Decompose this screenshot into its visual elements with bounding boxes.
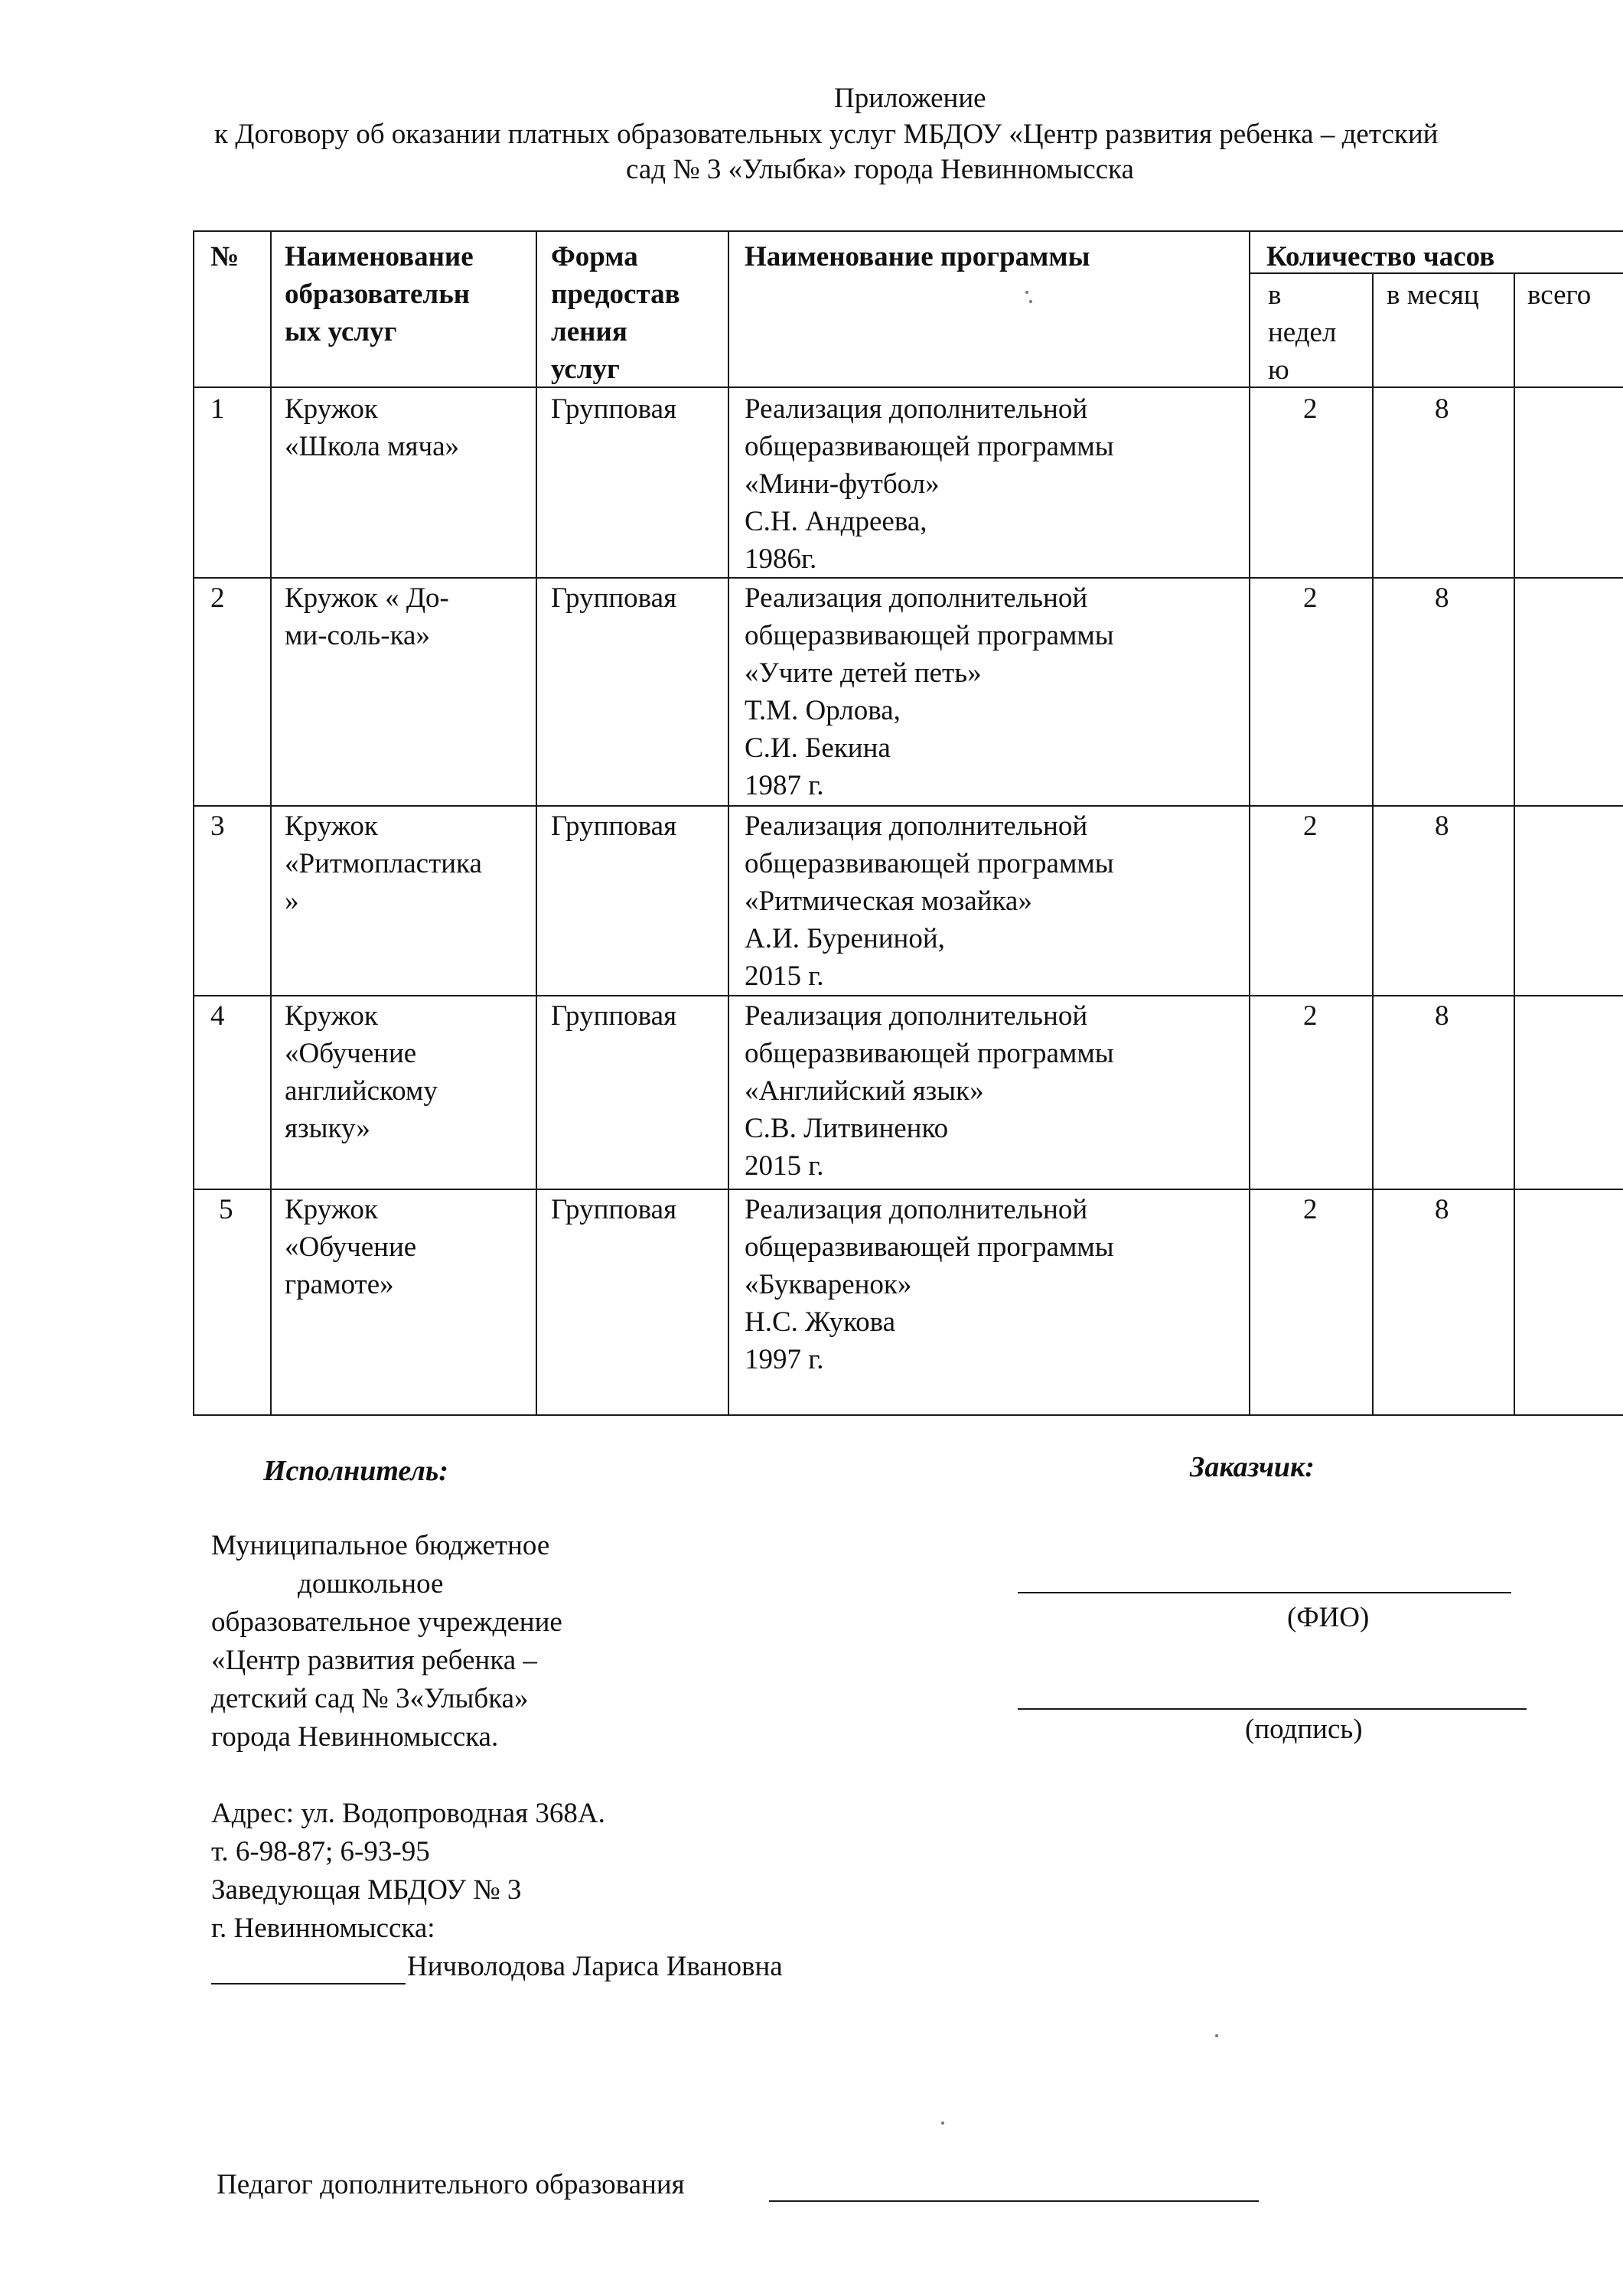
- row-service: Кружок « До- ми-соль-ка»: [285, 582, 449, 651]
- row-per-month: 8: [1435, 582, 1449, 614]
- header-number: №: [210, 241, 240, 272]
- row-service: Кружок «Обучение английскому языку»: [285, 1000, 438, 1144]
- customer-fio-line[interactable]: [1018, 1592, 1511, 1593]
- head-name: Ничволодова Лариса Ивановна: [407, 1951, 783, 1982]
- header-hours-count: Количество часов: [1266, 241, 1495, 272]
- executor-organization: Муниципальное бюджетное дошкольное образовательное учреждение «Центр развития ребенка – детский сад № 3«Улыбка» города Невинномысска.: [211, 1530, 562, 1753]
- row-number: 4: [210, 1000, 225, 1032]
- executor-label: Исполнитель:: [263, 1455, 448, 1487]
- teacher-label: Педагог дополнительного образования: [217, 2169, 685, 2200]
- header-service-name: Наименование образовательн ых услуг: [285, 241, 474, 347]
- scan-speck: [1025, 291, 1028, 294]
- header-total: всего: [1527, 279, 1592, 311]
- document-subtitle-line-2: сад № 3 «Улыбка» города Невинномысска: [626, 154, 1134, 185]
- document-title: Приложение: [834, 83, 986, 114]
- row-service: Кружок «Ритмопластика »: [285, 810, 482, 917]
- row-per-month: 8: [1435, 810, 1449, 842]
- scan-speck: [941, 2122, 944, 2125]
- row-number: 5: [219, 1194, 233, 1225]
- row-form: Групповая: [551, 393, 677, 425]
- executor-address: Адрес: ул. Водопроводная 368А. т. 6-98-87; 6-93-95 Заведующая МБДОУ № 3 г. Невинномысска:: [211, 1798, 605, 1944]
- document-subtitle-line-1: к Договору об оказании платных образовательных услуг МБДОУ «Центр развития ребенка – детский: [214, 119, 1439, 150]
- header-program-name: Наименование программы: [745, 241, 1090, 272]
- row-per-week: 2: [1303, 582, 1318, 614]
- row-per-week: 2: [1303, 810, 1318, 842]
- row-number: 3: [210, 810, 225, 842]
- teacher-signature-line[interactable]: [769, 2200, 1259, 2202]
- row-per-month: 8: [1435, 1194, 1449, 1225]
- header-per-month: в месяц: [1387, 279, 1479, 311]
- customer-label: Заказчик:: [1190, 1451, 1315, 1483]
- row-form: Групповая: [551, 1000, 677, 1032]
- row-per-week: 2: [1303, 1000, 1318, 1032]
- row-number: 1: [210, 393, 225, 425]
- row-program: Реализация дополнительной общеразвивающей программы «Букваренок» Н.С. Жукова 1997 г.: [745, 1194, 1114, 1375]
- header-per-week: в недел ю: [1268, 279, 1337, 386]
- scan-speck: [1029, 300, 1032, 303]
- row-form: Групповая: [551, 1194, 677, 1225]
- row-program: Реализация дополнительной общеразвивающей программы «Английский язык» С.В. Литвиненко 2015 г.: [745, 1000, 1114, 1182]
- scan-speck: [1215, 2034, 1218, 2037]
- row-form: Групповая: [551, 810, 677, 842]
- row-service: Кружок «Школа мяча»: [285, 393, 460, 462]
- customer-fio-caption: (ФИО): [1287, 1602, 1370, 1633]
- row-program: Реализация дополнительной общеразвивающей программы «Ритмическая мозайка» А.И. Бурениной, 2015 г.: [745, 810, 1114, 992]
- row-per-week: 2: [1303, 1194, 1318, 1225]
- row-program: Реализация дополнительной общеразвивающей программы «Учите детей петь» Т.М. Орлова, С.И. Бекина 1987 г.: [745, 582, 1114, 801]
- row-per-month: 8: [1435, 1000, 1449, 1032]
- customer-signature-line[interactable]: [1018, 1708, 1527, 1710]
- row-number: 2: [210, 582, 225, 614]
- row-per-month: 8: [1435, 393, 1449, 425]
- row-program: Реализация дополнительной общеразвивающей программы «Мини-футбол» С.Н. Андреева, 1986г.: [745, 393, 1114, 575]
- customer-signature-caption: (подпись): [1245, 1714, 1363, 1745]
- head-signature-line[interactable]: [211, 1983, 406, 1985]
- row-form: Групповая: [551, 582, 677, 614]
- row-per-week: 2: [1303, 393, 1318, 425]
- row-service: Кружок «Обучение грамоте»: [285, 1194, 417, 1300]
- header-delivery-form: Форма предостав ления услуг: [551, 241, 680, 385]
